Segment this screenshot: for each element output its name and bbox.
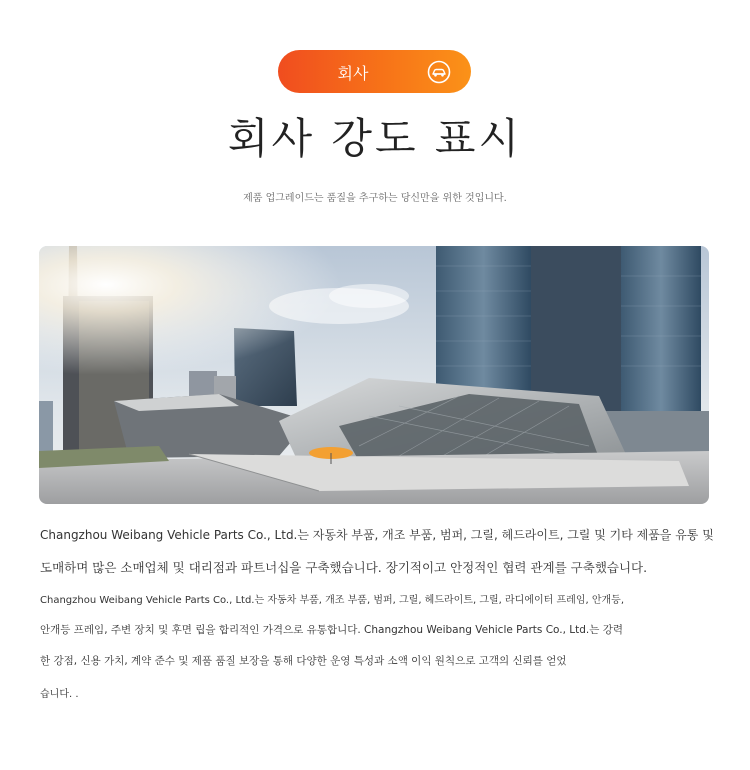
body-line-1: Changzhou Weibang Vehicle Parts Co., Ltd.는 자동차 부품, 개조 부품, 범퍼, 그릴, 헤드라이트, 그릴 및 기타 제품을 유통 및	[40, 528, 714, 542]
city-buildings-photo	[39, 246, 709, 504]
section-badge	[278, 50, 471, 93]
body-line-5: 한 강점, 신용 가치, 계약 준수 및 제품 품질 보장을 통해 다양한 운영 특성과 소액 이익 원칙으로 고객의 신뢰를 얻었	[40, 655, 567, 667]
page-title: 회사 강도 표시	[227, 114, 523, 163]
body-line-2: 도매하며 많은 소매업체 및 대리점과 파트너십을 구축했습니다. 장기적이고 안정적인 협력 관계를 구축했습니다.	[40, 560, 648, 575]
body-line-6: 습니다. .	[40, 689, 79, 700]
page-subtitle: 제품 업그레이드는 품질을 추구하는 당신만을 위한 것입니다.	[243, 193, 507, 204]
badge-label: 회사	[337, 64, 369, 83]
car-icon	[427, 60, 451, 84]
body-line-3: Changzhou Weibang Vehicle Parts Co., Ltd.는 자동차 부품, 개조 부품, 범퍼, 그릴, 헤드라이트, 그릴, 라디에이터 프레임, 안개등,	[40, 595, 624, 606]
body-line-4: 안개등 프레임, 주변 장치 및 후면 립을 합리적인 가격으로 유통합니다. Changzhou Weibang Vehicle Parts Co., Ltd.는 강력	[40, 624, 624, 636]
